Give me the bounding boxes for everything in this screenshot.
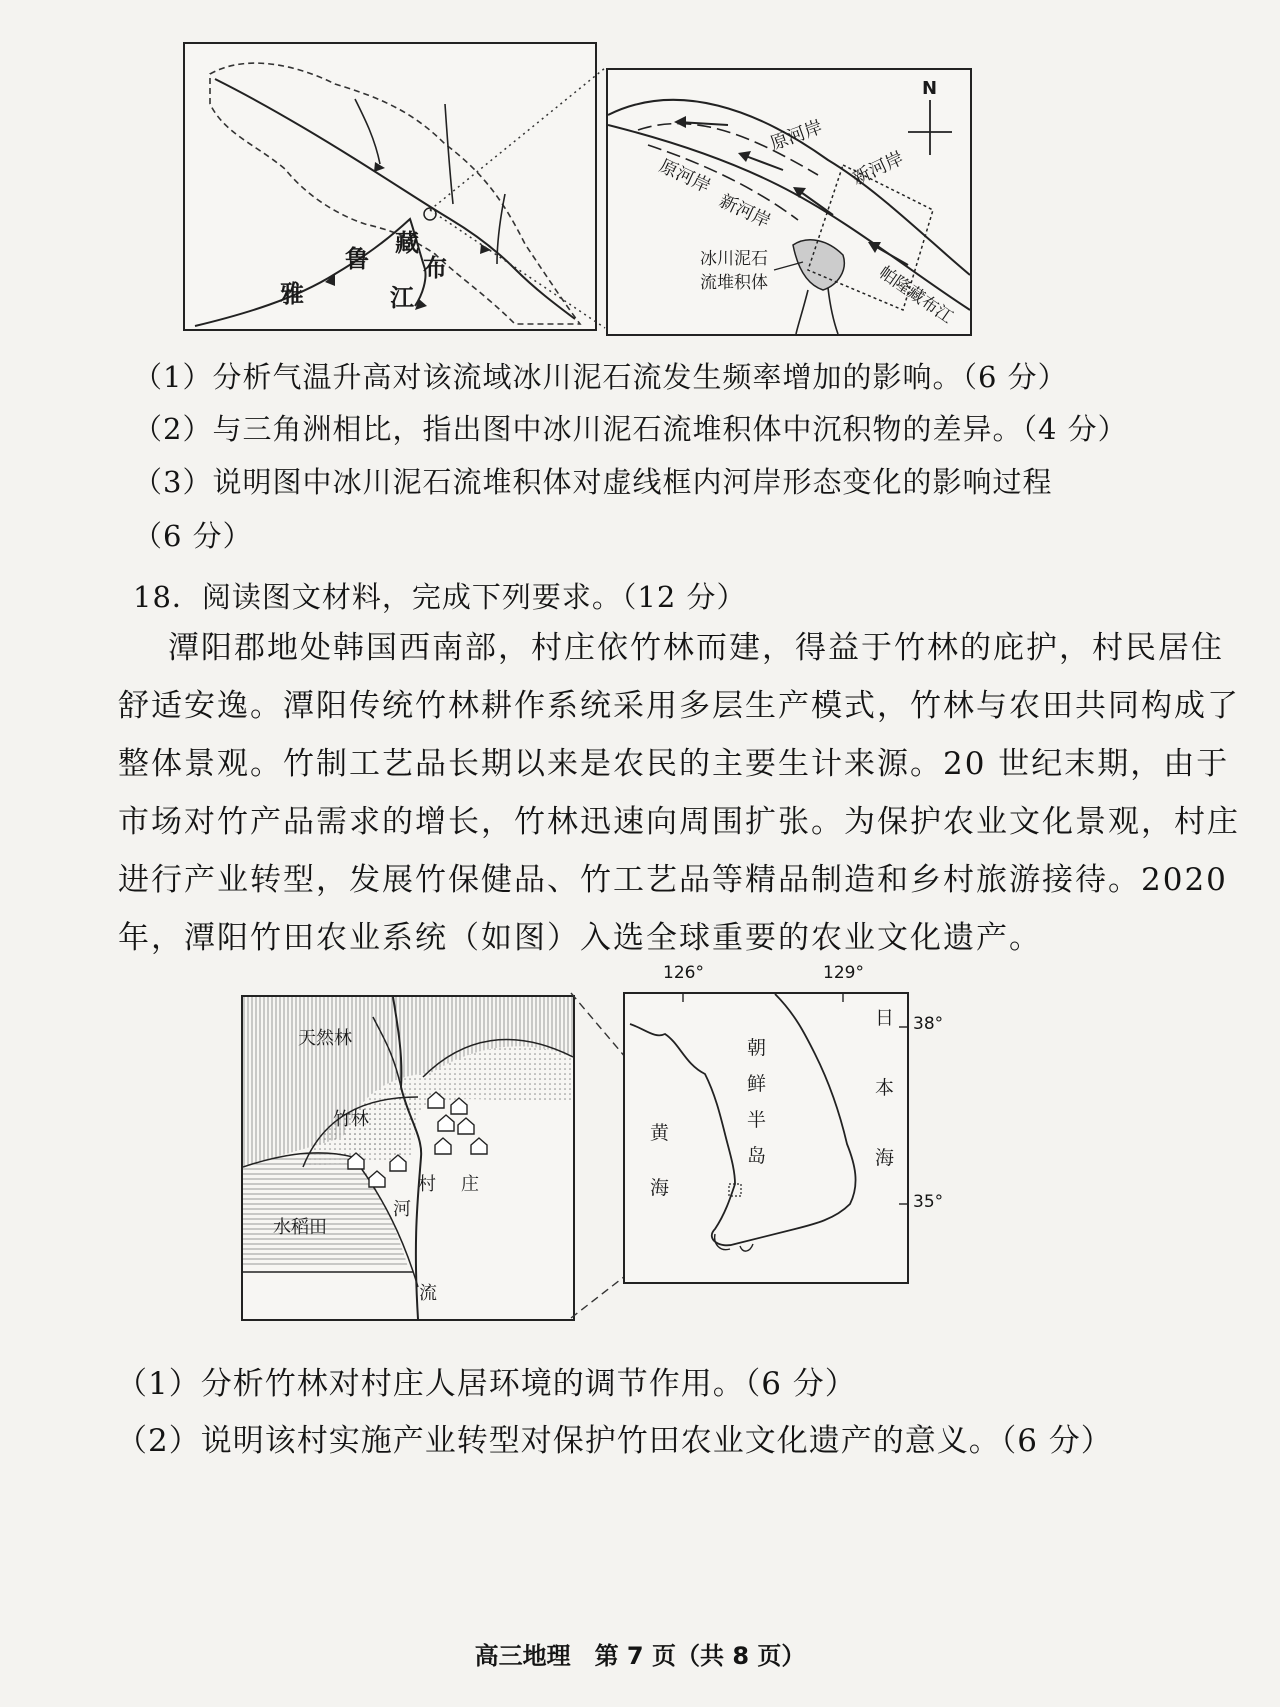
label-deposit-1: 冰川泥石 [700,249,768,269]
label-lat-35: 35° [913,1192,944,1212]
label-jiang: 江 [390,284,414,312]
tributary [355,99,380,164]
label-yellow-sea-2: 海 [650,1177,670,1199]
north-label: N [922,78,938,99]
q17-sub2: （2）与三角洲相比，指出图中冰川泥石流堆积体中沉积物的差异。（4 分） [133,412,1128,446]
debris-map-svg [608,70,970,334]
label-lon-126: 126° [663,963,704,983]
label-lat-38: 38° [913,1014,944,1034]
label-japan-sea-2: 本 [875,1077,895,1099]
label-japan-sea-1: 日 [875,1007,895,1029]
page-footer: 高三地理 第 7 页（共 8 页） [474,1642,806,1670]
label-orig-bank-2: 原河岸 [655,155,714,198]
korea-map-svg [625,994,907,1282]
village-map-svg [243,997,573,1319]
q18-para-line: 年，潭阳竹田农业系统（如图）入选全球重要的农业文化遗产。 [118,920,1042,956]
label-yellow-sea-1: 黄 [650,1122,670,1144]
map-village-landscape [241,995,575,1321]
label-river-2: 流 [419,1283,437,1304]
q17-sub1: （1）分析气温升高对该流域冰川泥石流发生频率增加的影响。（6 分） [133,360,1068,394]
label-new-bank-2: 新河岸 [715,190,774,233]
korea-coastline [630,994,856,1245]
label-village-1: 村 [418,1174,436,1195]
label-paddy: 水稻田 [273,1217,327,1238]
label-bu: 布 [423,254,447,282]
map-korea-location [623,992,909,1284]
q18-sub1: （1）分析竹林对村庄人居环境的调节作用。（6 分） [116,1366,857,1402]
label-bamboo-forest: 竹林 [333,1109,369,1130]
q18-para-line: 整体景观。竹制工艺品长期以来是农民的主要生计来源。20 世纪末期，由于 [118,746,1230,782]
q18-para-line: 舒适安逸。潭阳传统竹林耕作系统采用多层生产模式，竹林与农田共同构成了 [118,688,1240,724]
q18-sub2: （2）说明该村实施产业转型对保护竹田农业文化遗产的意义。（6 分） [116,1423,1113,1459]
map-debris-flow-detail [606,68,972,336]
label-peninsula-4: 岛 [747,1145,767,1167]
label-peninsula-2: 鲜 [747,1073,767,1095]
q17-sub3-line2: （6 分） [133,519,253,553]
label-lon-129: 129° [823,963,864,983]
q18-heading: 18．阅读图文材料，完成下列要求。（12 分） [133,580,747,614]
map-connector-lines [420,60,620,340]
label-deposit-2: 流堆积体 [700,273,768,293]
label-lu: 鲁 [345,245,369,273]
label-natural-forest: 天然林 [298,1028,352,1049]
label-new-bank-1: 新河岸 [849,147,908,190]
q18-para-line: 潭阳郡地处韩国西南部，村庄依竹林而建，得益于竹林的庇护，村民居住 [168,630,1224,666]
label-river-parlung: 帕隆藏布江 [875,262,957,328]
label-japan-sea-3: 海 [875,1147,895,1169]
label-peninsula-1: 朝 [747,1037,767,1059]
label-ya: 雅 [280,280,304,308]
q18-para-line: 进行产业转型，发展竹保健品、竹工艺品等精品制造和乡村旅游接待。2020 [118,862,1228,898]
label-village-2: 庄 [461,1174,479,1195]
label-zang: 藏 [395,229,419,257]
label-orig-bank-1: 原河岸 [767,116,826,155]
label-peninsula-3: 半 [747,1109,767,1131]
label-river-1: 河 [393,1199,411,1220]
q18-para-line: 市场对竹产品需求的增长，竹林迅速向周围扩张。为保护农业文化景观，村庄 [118,804,1240,840]
q17-sub3-line1: （3）说明图中冰川泥石流堆积体对虚线框内河岸形态变化的影响过程 [133,465,1053,499]
